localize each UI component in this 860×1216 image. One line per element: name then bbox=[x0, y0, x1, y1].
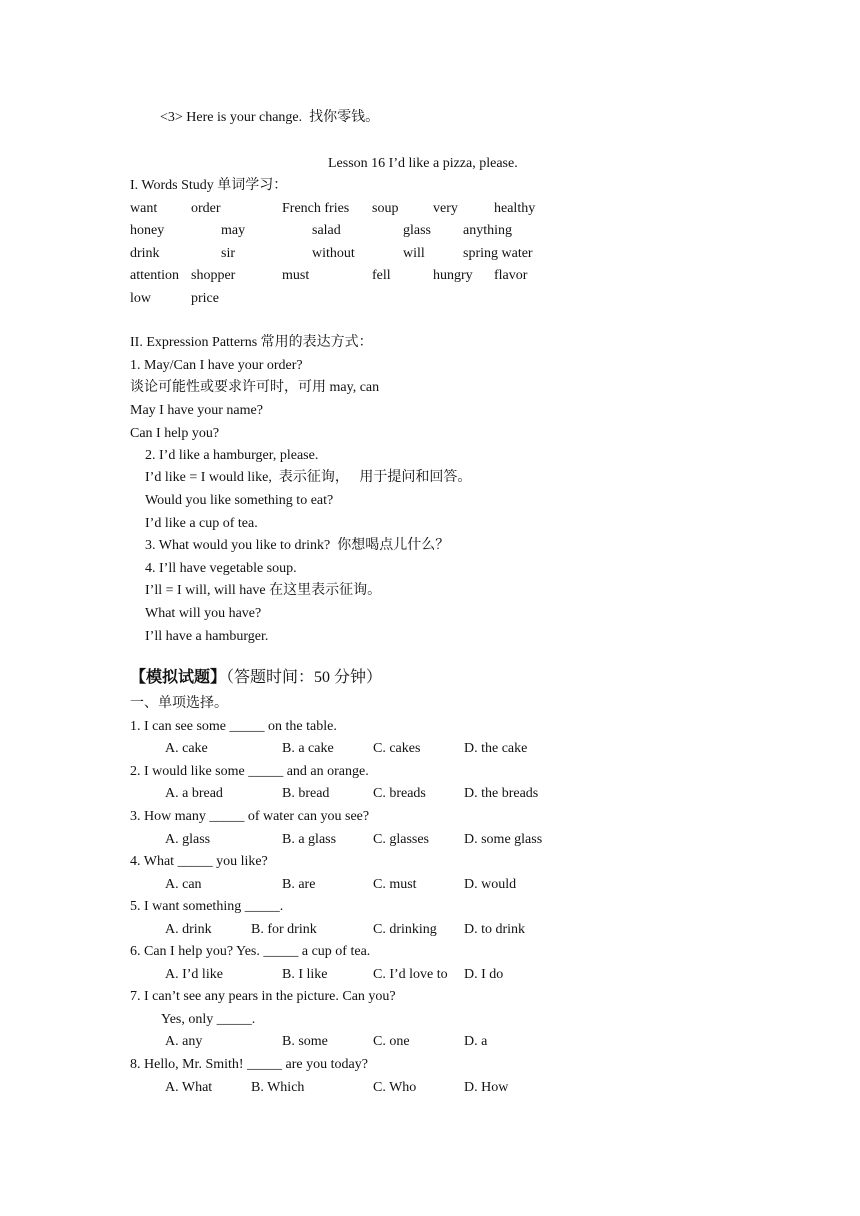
word-cell: anything bbox=[463, 223, 512, 238]
exam-title-time: （答题时间：50 分钟） bbox=[226, 669, 383, 686]
expression-line: 3. What would you like to drink? 你想喝点儿什么？ bbox=[145, 538, 450, 553]
exam-section: 一、单项选择。 bbox=[130, 696, 228, 711]
exam-title-bold: 【模拟试题】 bbox=[130, 669, 227, 686]
word-cell: soup bbox=[372, 201, 399, 216]
word-cell: without bbox=[312, 246, 355, 261]
word-cell: flavor bbox=[494, 268, 528, 283]
lesson-title: Lesson 16 I’d like a pizza, please. bbox=[328, 156, 518, 171]
option-b: B. a cake bbox=[282, 741, 334, 756]
expression-line: Would you like something to eat? bbox=[145, 493, 334, 508]
expressions-heading: II. Expression Patterns 常用的表达方式： bbox=[130, 335, 373, 350]
option-d: D. a bbox=[464, 1034, 488, 1049]
word-cell: may bbox=[221, 223, 246, 238]
question-text: 6. Can I help you? Yes. _____ a cup of tea. bbox=[130, 944, 371, 959]
words-heading: I. Words Study 单词学习： bbox=[130, 178, 288, 193]
word-cell: want bbox=[130, 201, 158, 216]
option-b: B. a glass bbox=[282, 832, 337, 847]
word-cell: healthy bbox=[494, 201, 536, 216]
question-text: 3. How many _____ of water can you see? bbox=[130, 809, 370, 824]
option-b: B. bread bbox=[282, 786, 330, 801]
word-cell: attention bbox=[130, 268, 179, 283]
word-cell: price bbox=[191, 291, 219, 306]
question-text: 8. Hello, Mr. Smith! _____ are you today? bbox=[130, 1057, 368, 1072]
expression-line: I’d like a cup of tea. bbox=[145, 516, 258, 531]
question-text: 2. I would like some _____ and an orange. bbox=[130, 764, 369, 779]
expression-line: I’ll = I will, will have 在这里表示征询。 bbox=[145, 583, 382, 598]
option-b: B. some bbox=[282, 1034, 328, 1049]
option-c: C. must bbox=[373, 877, 417, 892]
option-c: C. breads bbox=[373, 786, 426, 801]
option-d: D. How bbox=[464, 1080, 509, 1095]
expression-line: May I have your name? bbox=[130, 403, 263, 418]
option-b: B. Which bbox=[251, 1080, 305, 1095]
option-d: D. some glass bbox=[464, 832, 543, 847]
word-cell: fell bbox=[372, 268, 391, 283]
word-cell: order bbox=[191, 201, 221, 216]
word-cell: sir bbox=[221, 246, 235, 261]
word-cell: will bbox=[403, 246, 425, 261]
question-text: 4. What _____ you like? bbox=[130, 854, 268, 869]
word-cell: hungry bbox=[433, 268, 473, 283]
expression-line: Can I help you? bbox=[130, 426, 220, 441]
word-cell: salad bbox=[312, 223, 341, 238]
word-cell: honey bbox=[130, 223, 165, 238]
change-line: <3> Here is your change. 找你零钱。 bbox=[160, 110, 380, 125]
expression-line: 谈论可能性或要求许可时，可用 may, can bbox=[130, 380, 380, 395]
option-c: C. drinking bbox=[373, 922, 437, 937]
option-a: A. I’d like bbox=[165, 967, 223, 982]
option-a: A. a bread bbox=[165, 786, 223, 801]
word-cell: drink bbox=[130, 246, 160, 261]
option-a: A. drink bbox=[165, 922, 212, 937]
expression-line: What will you have? bbox=[145, 606, 262, 621]
option-b: B. are bbox=[282, 877, 316, 892]
expression-line: 2. I’d like a hamburger, please. bbox=[145, 448, 319, 463]
option-c: C. Who bbox=[373, 1080, 417, 1095]
word-cell: very bbox=[433, 201, 458, 216]
expression-line: I’ll have a hamburger. bbox=[145, 629, 269, 644]
option-d: D. I do bbox=[464, 967, 504, 982]
question-text: 7. I can’t see any pears in the picture. Can you? bbox=[130, 989, 396, 1004]
expression-line: 4. I’ll have vegetable soup. bbox=[145, 561, 297, 576]
option-c: C. glasses bbox=[373, 832, 429, 847]
option-a: A. glass bbox=[165, 832, 211, 847]
question-text-continued: Yes, only _____. bbox=[161, 1012, 256, 1027]
word-cell: French fries bbox=[282, 201, 350, 216]
option-c: C. one bbox=[373, 1034, 410, 1049]
option-b: B. I like bbox=[282, 967, 328, 982]
question-text: 1. I can see some _____ on the table. bbox=[130, 719, 337, 734]
word-cell: spring water bbox=[463, 246, 533, 261]
option-d: D. would bbox=[464, 877, 517, 892]
option-a: A. can bbox=[165, 877, 202, 892]
option-a: A. any bbox=[165, 1034, 203, 1049]
option-c: C. cakes bbox=[373, 741, 421, 756]
option-c: C. I’d love to bbox=[373, 967, 448, 982]
option-a: A. What bbox=[165, 1080, 213, 1095]
expression-line: 1. May/Can I have your order? bbox=[130, 358, 303, 373]
word-cell: glass bbox=[403, 223, 431, 238]
option-b: B. for drink bbox=[251, 922, 317, 937]
option-a: A. cake bbox=[165, 741, 208, 756]
word-cell: low bbox=[130, 291, 151, 306]
word-cell: must bbox=[282, 268, 310, 283]
question-text: 5. I want something _____. bbox=[130, 899, 284, 914]
word-cell: shopper bbox=[191, 268, 236, 283]
expression-line: I’d like = I would like, 表示征询， 用于提问和回答。 bbox=[145, 470, 472, 485]
option-d: D. the cake bbox=[464, 741, 528, 756]
option-d: D. to drink bbox=[464, 922, 526, 937]
exam-title bbox=[130, 670, 382, 686]
option-d: D. the breads bbox=[464, 786, 539, 801]
